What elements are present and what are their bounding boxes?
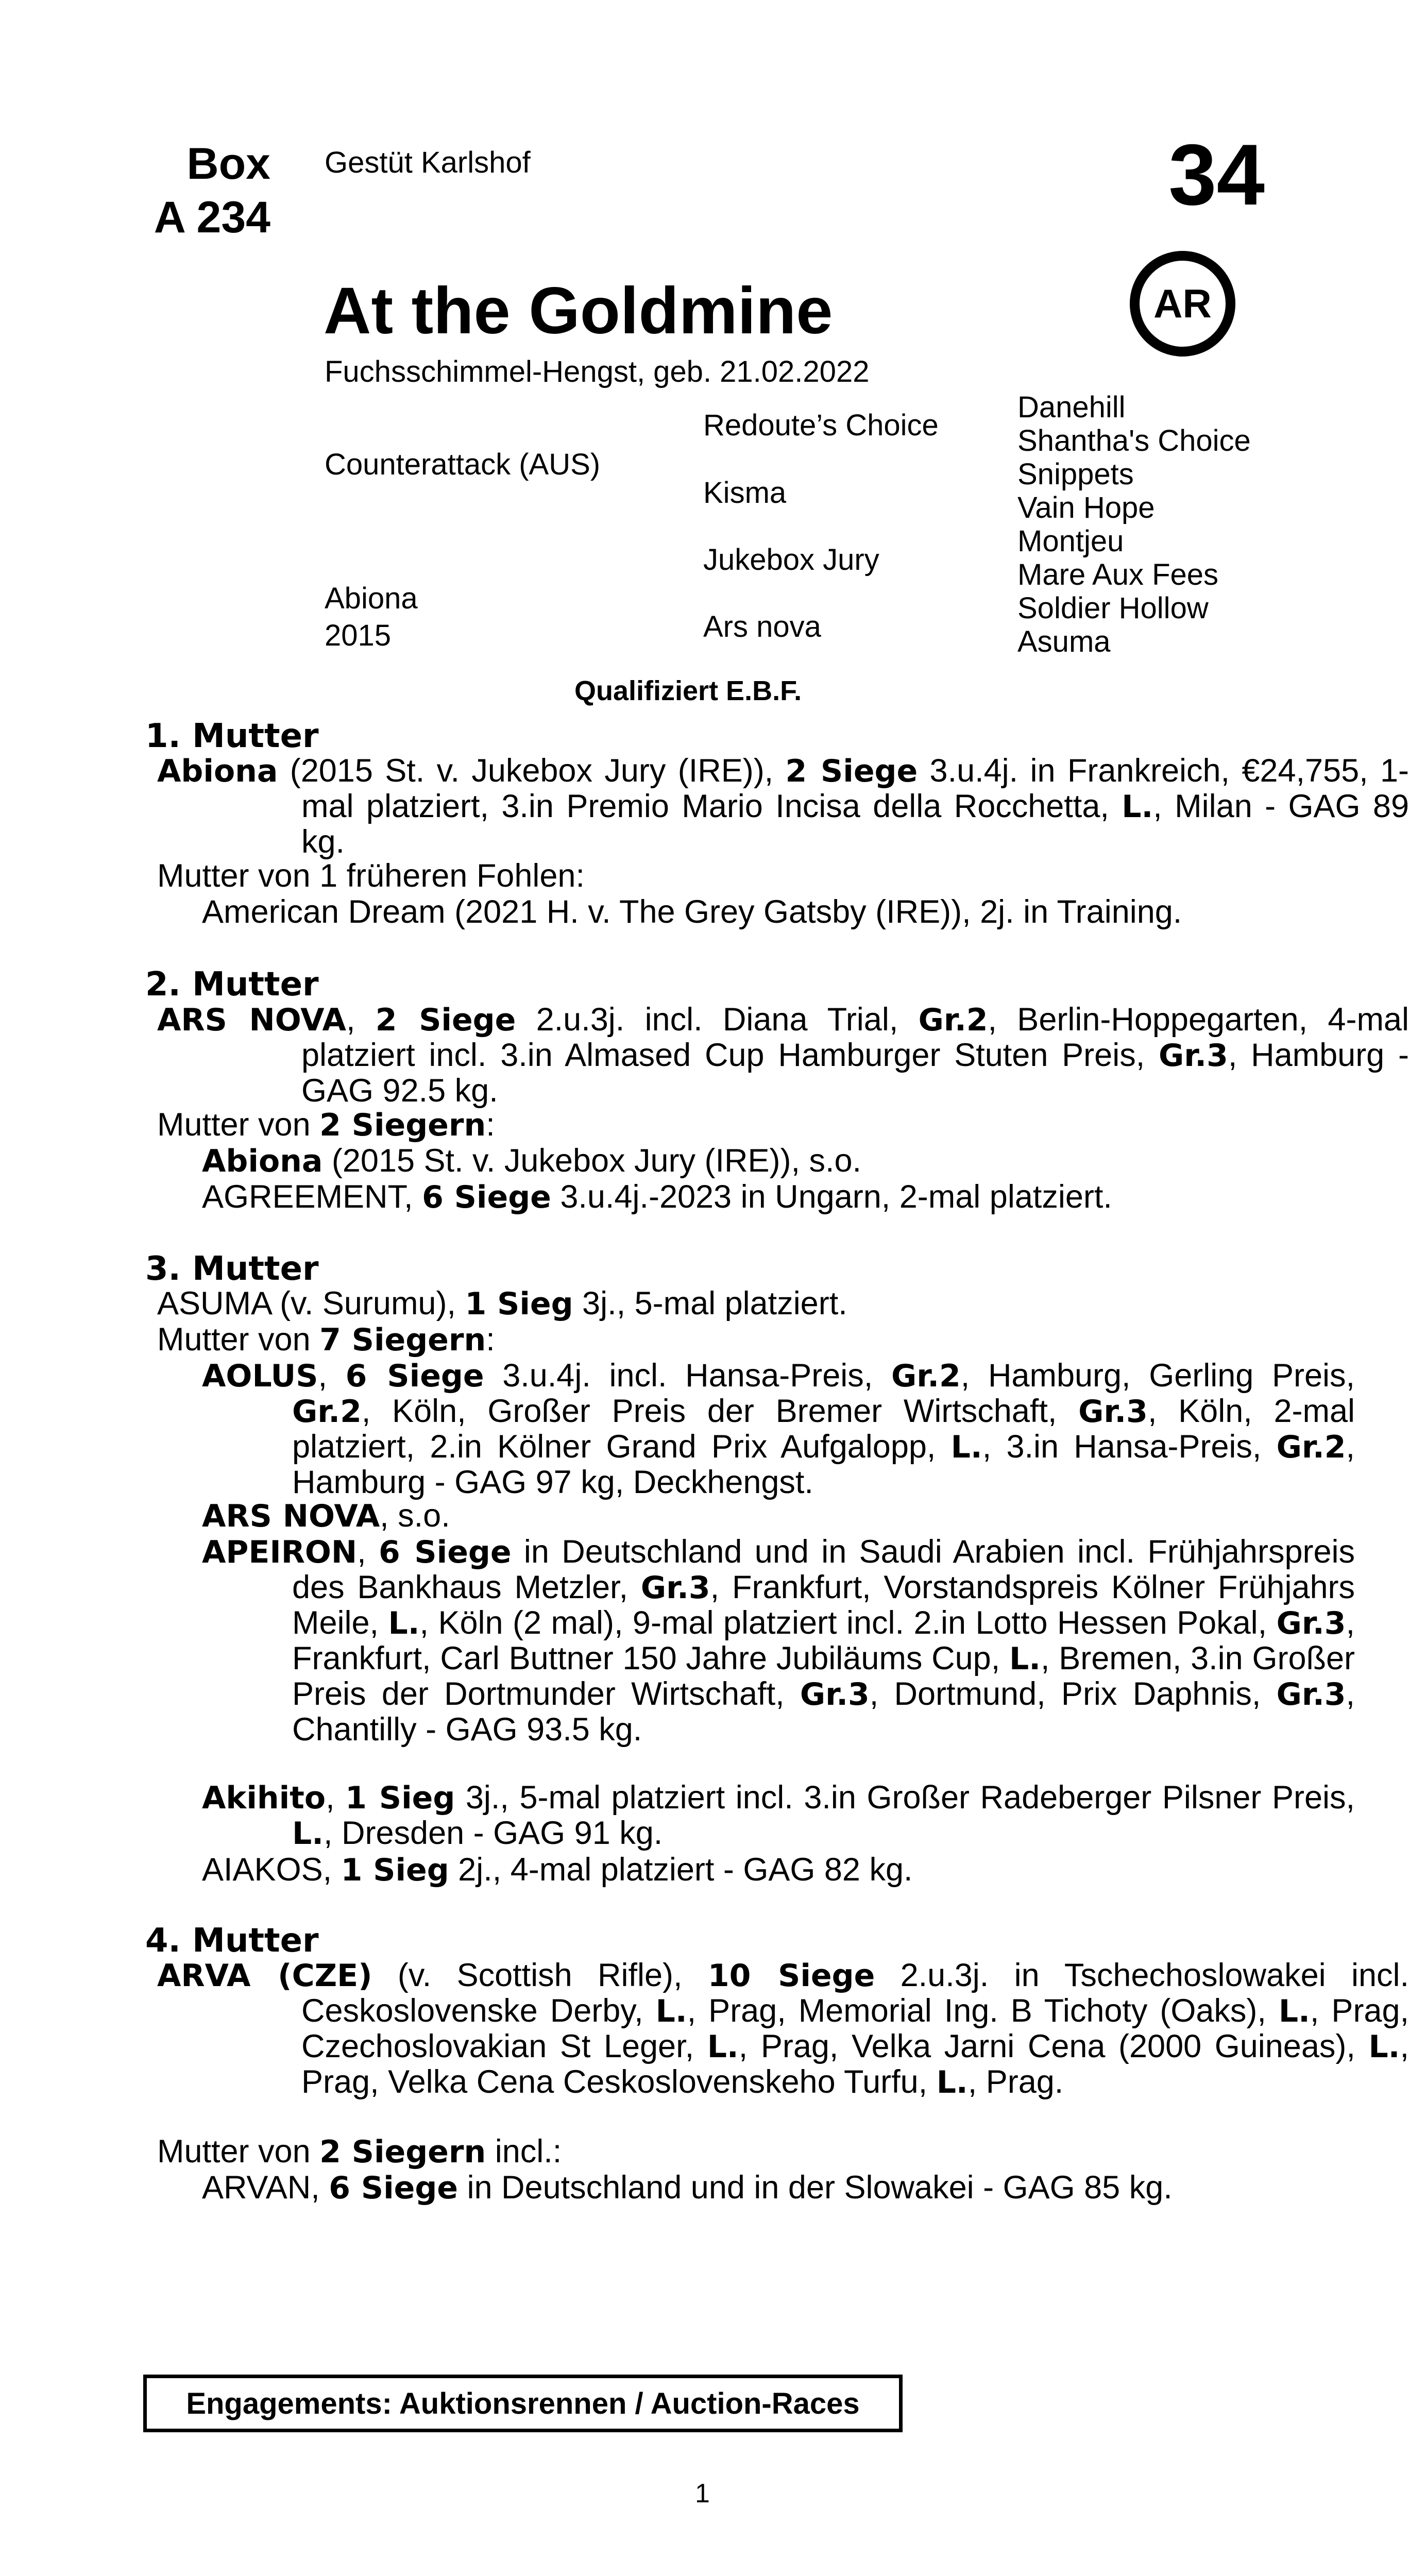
third-dam-heading: 3. Mutter — [145, 1250, 319, 1288]
produce-apeiron: APEIRON, 6 Siege in Deutschland und in Saudi Arabien incl. Frühjahrspreis des Bankhaus Metzler, Gr.3, Frankfurt, Vorstandspreis Kölner Frühjahrs Meile, L., Köln (2 mal), 9-mal platziert incl. 2.in Lotto Hessen Pokal, Gr.3, Frankfurt, Carl Buttner 150 Jahre Jubiläums Cup, L., Bremen, 3.in Großer Preis der Dortmunder Wirtschaft, Gr.3, Dortmund, Prix Daphnis, Gr.3, Chantilly - GAG 93.5 kg. — [202, 1534, 1355, 1748]
produce-aolus: AOLUS, 6 Siege 3.u.4j. incl. Hansa-Preis, Gr.2, Hamburg, Gerling Preis, Gr.2, Köln, Großer Preis der Bremer Wirtschaft, Gr.3, Köln, 2-mal platziert, 2.in Kölner Grand Prix Aufgalopp, L., 3.in Hansa-Preis, Gr.2, Hamburg - GAG 97 kg, Deckhengst. — [202, 1358, 1355, 1500]
first-dam-heading: 1. Mutter — [145, 717, 319, 755]
pedigree-dam-dam: Ars nova — [703, 610, 821, 643]
qualification: Qualifiziert E.B.F. — [574, 675, 802, 706]
horse-description: Fuchsschimmel-Hengst, geb. 21.02.2022 — [325, 355, 870, 388]
ar-badge-label: AR — [1153, 281, 1212, 326]
pedigree-ancestor: Montjeu — [1017, 524, 1124, 558]
second-dam-heading: 2. Mutter — [145, 965, 319, 1004]
third-dam-record: ASUMA (v. Surumu), 1 Sieg 3j., 5-mal platziert. — [157, 1285, 847, 1322]
fourth-dam-produce-item: ARVAN, 6 Siege in Deutschland und in der Slowakei - GAG 85 kg. — [202, 2170, 1173, 2206]
second-dam-produce-item: Abiona (2015 St. v. Jukebox Jury (IRE)), s.o. — [202, 1143, 862, 1179]
pedigree-ancestor: Snippets — [1017, 457, 1134, 491]
pedigree-dam-year: 2015 — [325, 619, 392, 652]
pedigree-ancestor: Mare Aux Fees — [1017, 558, 1219, 591]
lot-number: 34 — [1168, 126, 1265, 223]
pedigree-ancestor: Soldier Hollow — [1017, 591, 1209, 625]
second-dam-produce-intro: Mutter von 2 Siegern: — [157, 1107, 495, 1143]
pedigree-sire-sire: Redoute’s Choice — [703, 409, 939, 442]
second-dam-produce-item: AGREEMENT, 6 Siege 3.u.4j.-2023 in Ungarn, 2-mal platziert. — [202, 1179, 1112, 1215]
pedigree-dam-sire: Jukebox Jury — [703, 543, 879, 577]
pedigree-sire-dam: Kisma — [703, 476, 787, 510]
fourth-dam-name: ARVA (CZE) — [157, 1958, 372, 1994]
pedigree-ancestor: Asuma — [1017, 625, 1111, 658]
produce-aiakos: AIAKOS, 1 Sieg 2j., 4-mal platziert - GAG 82 kg. — [202, 1852, 913, 1888]
box-label — [154, 139, 270, 242]
ar-badge — [1130, 251, 1235, 357]
second-dam-name: ARS NOVA — [157, 1002, 346, 1038]
first-dam-record: Abiona (2015 St. v. Jukebox Jury (IRE)), 2 Siege 3.u.4j. in Frankreich, €24,755, 1-mal platziert, 3.in Premio Mario Incisa della Rocchetta, L., Milan - GAG 89 kg. — [157, 753, 1409, 860]
produce-akihito: Akihito, 1 Sieg 3j., 5-mal platziert incl. 3.in Großer Radeberger Pilsner Preis, L., Dresden - GAG 91 kg. — [202, 1780, 1355, 1852]
fourth-dam-produce-intro: Mutter von 2 Siegern incl.: — [157, 2133, 562, 2170]
fourth-dam-heading: 4. Mutter — [145, 1922, 319, 1960]
horse-name: At the Goldmine — [324, 274, 833, 348]
pedigree-dam: Abiona — [325, 582, 418, 615]
second-dam-record: ARS NOVA, 2 Siege 2.u.3j. incl. Diana Trial, Gr.2, Berlin-Hoppegarten, 4-mal platziert incl. 3.in Almased Cup Hamburger Stuten Preis, Gr.3, Hamburg - GAG 92.5 kg. — [157, 1002, 1409, 1109]
third-dam-produce-intro: Mutter von 7 Siegern: — [157, 1321, 495, 1358]
first-dam-name: Abiona — [157, 753, 278, 789]
pedigree-ancestor: Shantha's Choice — [1017, 424, 1251, 457]
engagements-box — [143, 2375, 903, 2432]
first-dam-produce-item: American Dream (2021 H. v. The Grey Gatsby (IRE)), 2j. in Training. — [202, 894, 1182, 930]
pedigree-ancestor: Danehill — [1017, 391, 1126, 424]
breeder: Gestüt Karlshof — [325, 146, 531, 179]
box-line2: A 234 — [154, 193, 270, 242]
pedigree-ancestor: Vain Hope — [1017, 491, 1155, 524]
engagements-label: Engagements: Auktionsrennen / Auction-Races — [186, 2386, 860, 2420]
box-line1: Box — [186, 139, 270, 189]
pedigree-sire: Counterattack (AUS) — [325, 448, 601, 481]
fourth-dam-record: ARVA (CZE) (v. Scottish Rifle), 10 Siege 2.u.3j. in Tschechoslowakei incl. Ceskoslovenske Derby, L., Prag, Memorial Ing. B Tichoty (Oaks), L., Prag, Czechoslovakian St Leger, L., Prag, Velka Jarni Cena (2000 Guineas), L., Prag, Velka Cena Ceskoslovenskeho Turfu, L., Prag. — [157, 1957, 1409, 2100]
first-dam-produce-intro: Mutter von 1 früheren Fohlen: — [157, 858, 585, 894]
produce-ars-nova: ARS NOVA, s.o. — [202, 1498, 450, 1534]
page-number: 1 — [695, 2479, 710, 2509]
